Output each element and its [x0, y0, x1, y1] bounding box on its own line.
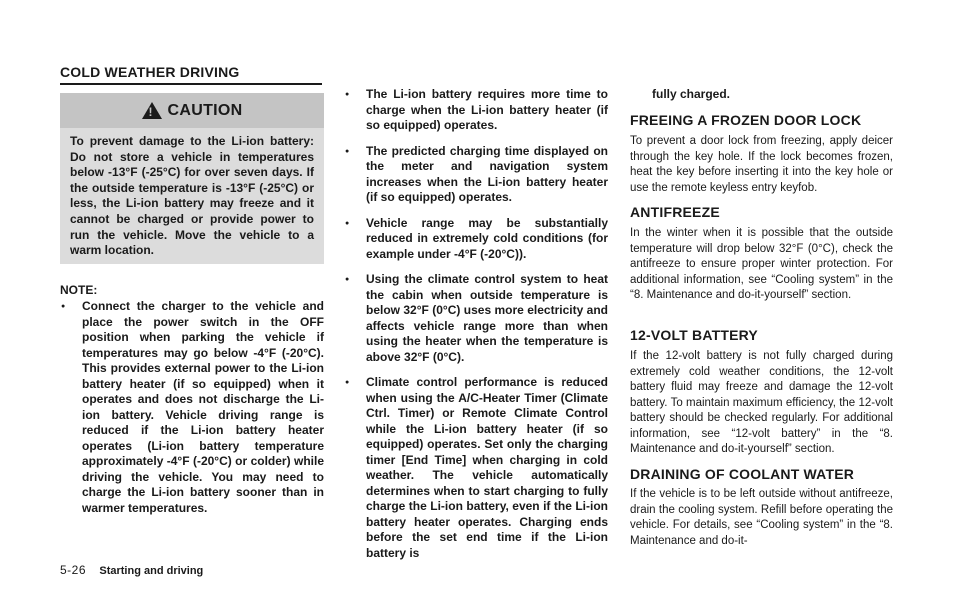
page-number: 5-26: [60, 563, 87, 577]
note-list: [61, 299, 324, 526]
middle-bullet-list: [345, 87, 608, 571]
page-footer: [60, 563, 203, 577]
list-item: ● Using the climate control system to heat the cabin when outside temperature is below 32°F (0°C) uses more electricity and affects vehicle range more than when using the heater when the temperature is above 32°F (0°C).: [345, 272, 608, 365]
section-heading-12-volt-battery: 12-VOLT BATTERY: [630, 327, 758, 343]
section-text-door-lock: To prevent a door lock from freezing, apply deicer through the key hole. If the lock becomes frozen, heat the key before inserting it into the key hole or use the remote keyless entry keyfob.: [630, 135, 893, 194]
list-item: ● Climate control performance is reduced when using the A/C-Heater Timer (Climate Ctrl. Timer) or Remote Climate Control while the Li-ion battery heater (if so equipped) operates. Set only the charging timer [End Time] when charging in cold weather. The vehicle automatically determines when to start charging to fully charge the Li-ion battery, even if the Li-ion battery heater operates. Charging ends before the set end time if the Li-ion battery is: [345, 375, 608, 561]
list-item: ● The predicted charging time displayed on the meter and navigation system increases when the Li-ion battery heater (if so equipped) operates.: [345, 144, 608, 206]
section-heading-coolant: DRAINING OF COOLANT WATER: [630, 466, 855, 482]
main-heading: COLD WEATHER DRIVING: [60, 64, 322, 85]
caution-title: CAUTION: [167, 101, 243, 119]
note-item: ● Connect the charger to the vehicle and place the power switch in the OFF position when parking the vehicle if temperatures may go below -4°F (-20°C). This provides external power to the Li-ion battery heater (if so equipped) when it operates and does not discharge the Li-ion battery. Vehicle driving range is reduced if the Li-ion battery heater operates (Li-ion battery temperature approximately -4°F (-20°C) or colder) while driving the vehicle. You may need to charge the Li-ion battery sooner than in warmer temperatures.: [61, 299, 324, 516]
caution-box: [60, 93, 324, 264]
continuation-text: fully charged.: [652, 87, 731, 101]
section-heading-door-lock: FREEING A FROZEN DOOR LOCK: [630, 112, 862, 128]
caution-header: [60, 93, 324, 128]
note-label: NOTE:: [60, 283, 98, 297]
caution-text: To prevent damage to the Li-ion battery: Do not store a vehicle in temperatures below -13°F (-25°C) for over seven days. If the outside temperature is -13°F (-25°C) or less, the Li-ion battery may freeze and it cannot be charged or provide power to run the vehicle. Move the vehicle to a warm location.: [70, 134, 314, 258]
list-item: ● The Li-ion battery requires more time to charge when the Li-ion battery heater (if so equipped) operates.: [345, 87, 608, 134]
section-heading-antifreeze: ANTIFREEZE: [630, 204, 720, 220]
section-text-coolant: If the vehicle is to be left outside without antifreeze, drain the cooling system. Refill before operating the vehicle. For details, see “Cooling system” in the “8. Maintenance and do-it-: [630, 488, 893, 547]
warning-triangle-icon: [142, 102, 162, 119]
section-text-12-volt-battery: If the 12-volt battery is not fully charged during extremely cold weather conditions, the 12-volt battery fluid may freeze and damage the 12-volt battery. To maintain maximum efficiency, the 12-volt battery should be checked regularly. For additional information, see “12-volt battery” in the “8. Maintenance and do-it-yourself” section.: [630, 350, 893, 455]
section-text-antifreeze: In the winter when it is possible that the outside temperature will drop below 32°F (0°C), check the antifreeze to ensure proper winter protection. For additional information, see “Cooling system” in the “8. Maintenance and do-it-yourself” section.: [630, 227, 893, 301]
list-item: ● Vehicle range may be substantially reduced in extremely cold conditions (for example under -4°F (-20°C)).: [345, 216, 608, 263]
footer-section-name: Starting and driving: [99, 565, 204, 577]
